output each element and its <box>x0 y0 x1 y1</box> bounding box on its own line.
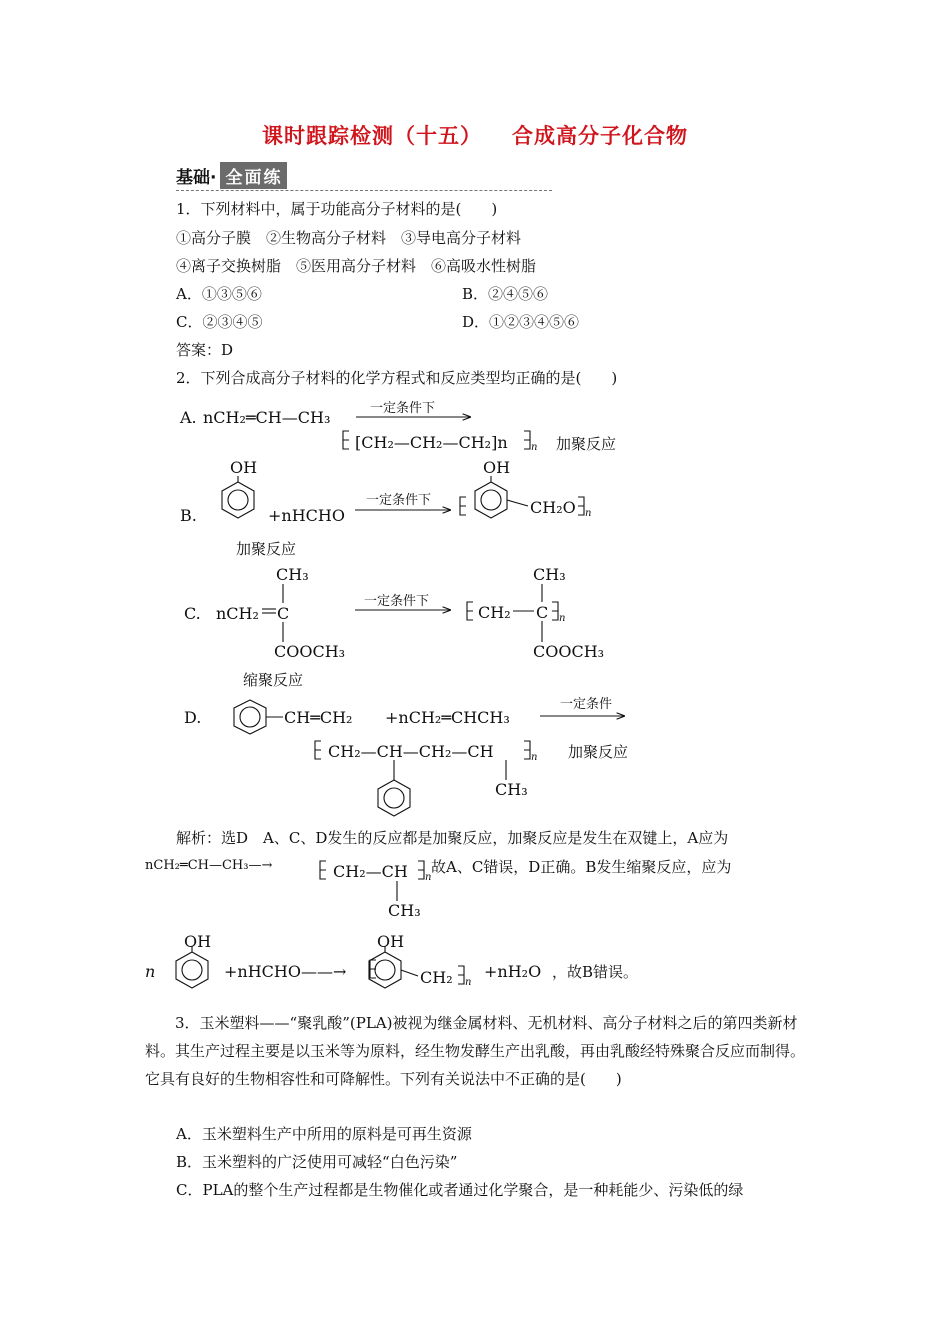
q2-c-cooch3: COOCH₃ <box>274 642 346 661</box>
q2-b-label: B. <box>180 506 197 525</box>
svg-text:n: n <box>559 613 566 624</box>
q2-b-type: 加聚反应 <box>236 540 297 558</box>
q2-analysis-b-product-oh: OH <box>377 932 405 951</box>
q2-d-vinyl: CH═CH₂ <box>284 708 353 727</box>
q2-analysis-a-tail: 故A、C错误，D正确。B发生缩聚反应，应为 <box>431 858 732 876</box>
q2-b-condition: 一定条件下 <box>366 493 432 508</box>
q2-c-type: 缩聚反应 <box>243 671 304 689</box>
q2-c-condition: 一定条件下 <box>364 594 430 609</box>
q3-stem: 3．玉米塑料——“聚乳酸”(PLA)被视为继金属材料、无机材料、高分子材料之后的第四类新材料。其生产过程主要是以玉米等为原料，经生物发酵生产出乳酸，再由乳酸经特殊聚合反应而制得。它具有良好的生物相容性和可降解性。下列有关说法中不正确的是( ) <box>145 1014 806 1088</box>
q2-analysis-a-chain: CH₂—CH <box>333 862 408 881</box>
q1-option-a: A．①③⑤⑥ <box>176 285 262 303</box>
q2-d-ch3: CH₃ <box>495 780 528 799</box>
q2-c-carbon: C <box>277 604 290 623</box>
q2-c-product-ch3: CH₃ <box>533 565 566 584</box>
q2-stem: 2．下列合成高分子材料的化学方程式和反应类型均正确的是( ) <box>176 369 618 387</box>
q2-d-label: D. <box>184 708 202 727</box>
q2-d-ring-product <box>378 780 410 816</box>
q1-stem: 1．下列材料中，属于功能高分子材料的是( ) <box>176 200 498 218</box>
svg-text:n: n <box>465 977 472 988</box>
q2-b-ring-product <box>475 482 507 518</box>
svg-text:n: n <box>531 442 538 453</box>
q1-items-1: ①高分子膜 ②生物高分子材料 ③导电高分子材料 <box>176 229 522 247</box>
svg-text:n: n <box>531 752 538 763</box>
section-boxed: 全面练 <box>220 162 287 189</box>
q3-option-b: B．玉米塑料的广泛使用可减轻“白色污染” <box>176 1153 458 1171</box>
q1-option-b: B．②④⑤⑥ <box>462 285 549 303</box>
q2-analysis-b-tail: ，故B错误。 <box>552 963 639 981</box>
q2-a-bracket-right <box>524 431 530 449</box>
q2-analysis-b-n: n <box>145 962 156 981</box>
q2-a-bracket-left <box>343 431 349 449</box>
svg-text:n: n <box>425 872 432 883</box>
q2-b-hcho: +nHCHO <box>268 506 345 525</box>
q2-analysis-a-reactant: nCH₂═CH—CH₃—→ <box>145 858 273 873</box>
title-sub: 合成高分子化合物 <box>512 124 688 148</box>
q2-analysis-b-oh: OH <box>184 932 212 951</box>
q1-option-d: D．①②③④⑤⑥ <box>462 313 580 331</box>
q2-a-type: 加聚反应 <box>556 435 617 453</box>
q2-a-condition: 一定条件下 <box>370 401 436 416</box>
q2-b-product-ch2o: CH₂O <box>530 498 576 517</box>
q2-c-reactant: nCH₂ <box>216 604 259 623</box>
q1-items-2: ④离子交换树脂 ⑤医用高分子材料 ⑥高吸水性树脂 <box>176 257 537 275</box>
analysis-b-ring-product <box>369 952 401 988</box>
q2-b-oh: OH <box>230 458 258 477</box>
q3-option-a: A．玉米塑料生产中所用的原料是可再生资源 <box>176 1125 472 1143</box>
title-main: 课时跟踪检测（十五） <box>262 124 482 148</box>
q2-c-product-cooch3: COOCH₃ <box>533 642 605 661</box>
q2-d-propene: +nCH₂═CHCH₃ <box>385 708 510 727</box>
q2-analysis-b-hcho: +nHCHO——→ <box>224 962 347 981</box>
q2-b-ring-reactant <box>222 482 254 518</box>
q2-d-ring-reactant <box>234 700 266 734</box>
q1-option-c: C．②③④⑤ <box>176 313 263 331</box>
q2-a-reactant: nCH₂═CH—CH₃ <box>203 408 331 427</box>
q2-a-product: [CH₂—CH₂—CH₂]n <box>355 433 508 452</box>
q2-d-condition: 一定条件 <box>560 697 613 712</box>
section-prefix: 基础· <box>176 168 217 188</box>
q2-b-product-oh: OH <box>483 458 511 477</box>
analysis-b-ring-reactant <box>176 952 208 988</box>
q2-d-chain: CH₂—CH—CH₂—CH <box>328 742 494 761</box>
svg-text:n: n <box>585 508 592 519</box>
q2-c-product-c: C <box>536 603 549 622</box>
q2-analysis-b-water: +nH₂O <box>484 962 542 981</box>
q2-analysis-a-ch3: CH₃ <box>388 901 421 920</box>
q2-d-type: 加聚反应 <box>568 743 629 761</box>
q2-a-label: A. <box>180 408 197 427</box>
q2-c-label: C. <box>184 604 201 623</box>
q2-analysis-b-ch2: CH₂ <box>420 968 453 987</box>
q3-option-c: C．PLA的整个生产过程都是生物催化或者通过化学聚合，是一种耗能少、污染低的绿 <box>176 1181 744 1199</box>
q1-answer: 答案：D <box>176 341 234 359</box>
q2-analysis-line1: 解析：选D A、C、D发生的反应都是加聚反应，加聚反应是发生在双键上，A应为 <box>176 829 729 847</box>
q2-c-product-ch2: CH₂ <box>478 603 511 622</box>
q2-c-ch3: CH₃ <box>276 565 309 584</box>
